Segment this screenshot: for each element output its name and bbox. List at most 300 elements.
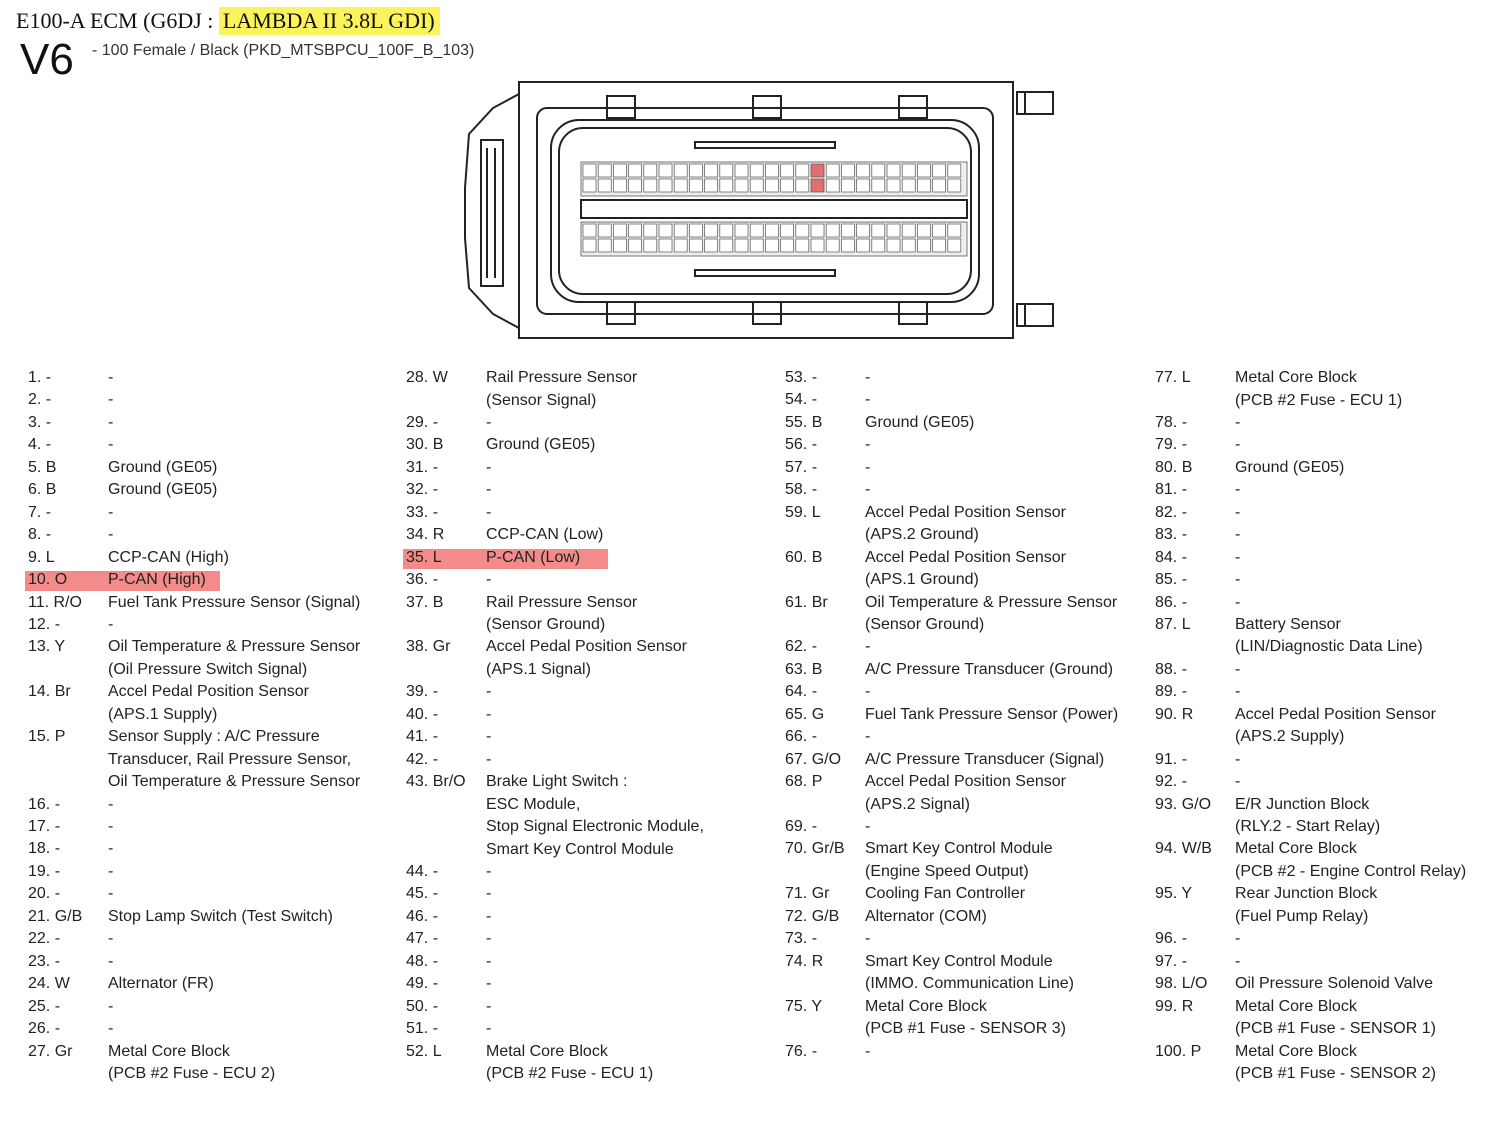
pin-number: 63. B	[785, 660, 823, 678]
pin-row	[1155, 434, 1485, 456]
pin-row	[1155, 547, 1485, 569]
pin-row	[785, 906, 1155, 928]
pin-number: 3. -	[28, 413, 52, 431]
pin-number: 35. L	[406, 548, 442, 566]
pin-description: -	[108, 1020, 114, 1038]
pin-number: 66. -	[785, 728, 818, 746]
pin-row	[28, 524, 398, 546]
connector-spec: - 100 Female / Black (PKD_MTSBPCU_100F_B_103)	[92, 42, 475, 59]
pin-number: 59. L	[785, 503, 821, 521]
pin-row	[1155, 569, 1485, 591]
pin-number: 64. -	[785, 683, 818, 701]
pin-number: 39. -	[406, 683, 439, 701]
pin-number: 60. B	[785, 548, 823, 566]
pin-row	[406, 592, 776, 633]
pin-number: 4. -	[28, 436, 52, 454]
pin-row	[1155, 614, 1485, 656]
pin-number: 7. -	[28, 503, 52, 521]
pin-description: -	[486, 997, 492, 1015]
pin-number: 45. -	[406, 885, 439, 903]
pin-description: -	[108, 952, 114, 970]
pin-description: Smart Key Control Module (Engine Speed Output)	[865, 840, 1053, 880]
title-prefix: E100-A ECM (G6DJ :	[16, 8, 219, 33]
pin-description: -	[486, 975, 492, 993]
pin-description: -	[865, 638, 871, 656]
pin-description: -	[108, 862, 114, 880]
pin-row	[785, 838, 1155, 880]
pin-row	[785, 389, 1155, 411]
pin-number: 38. Gr	[406, 638, 451, 656]
pin-number: 14. Br	[28, 683, 71, 701]
pin-row	[28, 1041, 398, 1082]
pin-row	[406, 996, 776, 1018]
pin-row	[785, 681, 1155, 703]
pin-row	[406, 636, 776, 678]
pin-description: -	[486, 862, 492, 880]
pin-description: -	[1235, 548, 1241, 566]
pin-row	[28, 816, 398, 838]
pin-number: 75. Y	[785, 997, 823, 1015]
engine-model-highlight: LAMBDA II 3.8L GDI)	[219, 7, 440, 35]
pin-number: 89. -	[1155, 683, 1188, 701]
pin-number: 47. -	[406, 930, 439, 948]
pin-row	[406, 524, 776, 546]
pin-number: 74. R	[785, 952, 824, 970]
pin-description: -	[1235, 526, 1241, 544]
pin-number: 68. P	[785, 773, 823, 791]
pin-description: -	[865, 369, 871, 386]
pin-description: -	[1235, 593, 1241, 611]
pin-row	[28, 1018, 398, 1040]
pin-description: -	[108, 436, 114, 454]
engine-type: V6	[20, 35, 74, 84]
pin-number: 56. -	[785, 436, 818, 454]
pin-row	[785, 996, 1155, 1038]
pin-row	[1155, 704, 1485, 746]
pin-row	[1155, 749, 1485, 771]
pin-row	[785, 479, 1155, 501]
pin-number: 30. B	[406, 436, 444, 454]
pin-number: 21. G/B	[28, 907, 83, 925]
pin-number: 87. L	[1155, 615, 1191, 633]
pin-number: 82. -	[1155, 503, 1188, 521]
pin-number: 53. -	[785, 369, 818, 386]
pin-number: 80. B	[1155, 458, 1193, 476]
pin-row	[1155, 794, 1485, 836]
pin-number: 91. -	[1155, 750, 1188, 768]
pin-number: 100. P	[1155, 1042, 1202, 1060]
pin-number: 19. -	[28, 862, 61, 880]
pin-description: -	[486, 750, 492, 768]
pin-row	[406, 726, 776, 748]
pin-number: 28. W	[406, 369, 448, 386]
pin-row	[785, 704, 1155, 726]
pin-row	[1155, 502, 1485, 524]
pin-description: -	[1235, 930, 1241, 948]
pin-row	[406, 928, 776, 950]
pin-description: -	[486, 683, 492, 701]
pin-description: -	[1235, 571, 1241, 589]
pin-row	[785, 951, 1155, 993]
pin-number: 48. -	[406, 952, 439, 970]
pin-number: 18. -	[28, 840, 61, 858]
pin-number: 69. -	[785, 818, 818, 835]
pin-row	[406, 771, 776, 858]
pin-row	[1155, 524, 1485, 546]
pin-number: 41. -	[406, 728, 439, 746]
pin-description: Metal Core Block (PCB #1 Fuse - SENSOR 1)	[1235, 997, 1436, 1038]
pin-number: 1. -	[28, 369, 52, 386]
pin-row	[785, 928, 1155, 950]
pin-number: 40. -	[406, 705, 439, 723]
pin-description: Rail Pressure Sensor (Sensor Signal)	[486, 369, 638, 409]
pin-description: -	[486, 907, 492, 925]
pin-description: Metal Core Block (PCB #2 Fuse - ECU 1)	[1235, 369, 1403, 409]
pin-row	[785, 726, 1155, 748]
pin-number: 17. -	[28, 818, 61, 835]
pin-number: 85. -	[1155, 571, 1188, 589]
pin-row	[1155, 457, 1485, 479]
pin-row	[1155, 838, 1485, 880]
pin-row	[28, 569, 398, 591]
pin-row	[785, 1041, 1155, 1063]
pin-number: 46. -	[406, 907, 439, 925]
pin-description: CCP-CAN (High)	[108, 548, 229, 566]
pin-row	[785, 636, 1155, 658]
pin-number: 8. -	[28, 526, 52, 544]
pin-row	[28, 726, 398, 791]
pin-description: Metal Core Block (PCB #2 - Engine Control Relay)	[1235, 840, 1467, 880]
pin-row	[28, 434, 398, 456]
pin-description: P-CAN (Low)	[486, 548, 581, 566]
pin-description: Ground (GE05)	[108, 458, 218, 476]
pin-row	[785, 412, 1155, 434]
pin-description: -	[865, 930, 871, 948]
pin-number: 76. -	[785, 1042, 818, 1060]
pin-number: 26. -	[28, 1020, 61, 1038]
pin-row	[28, 906, 398, 928]
pin-description: -	[486, 413, 492, 431]
pin-row	[28, 928, 398, 950]
pin-description: -	[865, 436, 871, 454]
pin-row	[1155, 367, 1485, 409]
pin-number: 20. -	[28, 885, 61, 903]
pin-row	[28, 614, 398, 636]
pin-number: 90. R	[1155, 705, 1194, 723]
pin-number: 34. R	[406, 526, 445, 544]
pin-description: Metal Core Block (PCB #2 Fuse - ECU 2)	[108, 1042, 276, 1082]
pin-description: Ground (GE05)	[486, 436, 596, 454]
pin-number: 11. R/O	[28, 593, 82, 611]
pin-number: 94. W/B	[1155, 840, 1212, 858]
pin-number: 12. -	[28, 615, 61, 633]
pin-description: -	[108, 930, 114, 948]
pin-row	[1155, 1041, 1485, 1082]
pin-description: CCP-CAN (Low)	[486, 526, 604, 544]
pin-description: Metal Core Block (PCB #1 Fuse - SENSOR 2)	[1235, 1042, 1436, 1082]
pin-description: Metal Core Block (PCB #1 Fuse - SENSOR 3)	[865, 997, 1066, 1038]
pin-description: -	[865, 481, 871, 499]
pin-row	[785, 883, 1155, 905]
pin-row	[406, 547, 776, 569]
pin-description: Ground (GE05)	[865, 413, 975, 431]
pin-description: -	[865, 728, 871, 746]
pin-number: 50. -	[406, 997, 439, 1015]
pin-number: 32. -	[406, 481, 439, 499]
pin-row	[406, 749, 776, 771]
pin-number: 81. -	[1155, 481, 1188, 499]
pin-number: 16. -	[28, 795, 61, 813]
pin-row	[406, 457, 776, 479]
pin-number: 67. G/O	[785, 750, 842, 768]
pin-row	[406, 434, 776, 456]
pin-description: -	[486, 952, 492, 970]
pin-description: Battery Sensor (LIN/Diagnostic Data Line)	[1235, 615, 1423, 656]
pin-row	[28, 951, 398, 973]
pin-number: 25. -	[28, 997, 61, 1015]
pin-number: 36. -	[406, 571, 439, 589]
pin-row	[28, 502, 398, 524]
pin-number: 5. B	[28, 458, 57, 476]
pin-description: -	[486, 705, 492, 723]
pin-row	[785, 816, 1155, 838]
pin-row	[785, 749, 1155, 771]
pin-row	[785, 434, 1155, 456]
pin-description: E/R Junction Block (RLY.2 - Start Relay)	[1235, 795, 1381, 836]
pin-description: -	[486, 930, 492, 948]
pin-number: 93. G/O	[1155, 795, 1212, 813]
pin-row	[1155, 659, 1485, 681]
pin-description: -	[1235, 750, 1241, 768]
pin-row	[406, 883, 776, 905]
pin-description: Rear Junction Block (Fuel Pump Relay)	[1235, 885, 1378, 925]
pin-number: 88. -	[1155, 660, 1188, 678]
pin-description: -	[486, 571, 492, 589]
pin-number: 83. -	[1155, 526, 1188, 544]
pin-description: P-CAN (High)	[108, 571, 206, 589]
pin-description: -	[1235, 660, 1241, 678]
pin-description: -	[108, 503, 114, 521]
pin-description: Metal Core Block (PCB #2 Fuse - ECU 1)	[486, 1042, 654, 1082]
pin-description: -	[108, 818, 114, 835]
pin-number: 13. Y	[28, 638, 66, 656]
pin-number: 84. -	[1155, 548, 1188, 566]
pin-description: -	[108, 840, 114, 858]
pin-number: 95. Y	[1155, 885, 1193, 903]
pin-row	[406, 367, 776, 409]
pin-row	[1155, 951, 1485, 973]
pin-number: 71. Gr	[785, 885, 830, 903]
pin-row	[406, 861, 776, 883]
pin-row	[28, 389, 398, 411]
pin-row	[406, 704, 776, 726]
pin-description: -	[865, 458, 871, 476]
pin-description: -	[1235, 481, 1241, 499]
pin-number: 23. -	[28, 952, 61, 970]
pin-number: 31. -	[406, 458, 439, 476]
pin-description: -	[1235, 413, 1241, 431]
pin-row	[28, 636, 398, 678]
pin-row	[28, 592, 398, 614]
pin-description: -	[486, 728, 492, 746]
pin-number: 43. Br/O	[406, 773, 466, 791]
pin-description: -	[865, 1042, 871, 1060]
pin-number: 86. -	[1155, 593, 1188, 611]
pin-description: A/C Pressure Transducer (Signal)	[865, 750, 1105, 768]
pin-description: -	[865, 683, 871, 701]
pin-row	[1155, 771, 1485, 793]
pin-number: 42. -	[406, 750, 439, 768]
pin-description: -	[865, 818, 871, 835]
pin-row	[1155, 883, 1485, 925]
pin-number: 98. L/O	[1155, 975, 1208, 993]
pin-description: -	[486, 503, 492, 521]
pin-description: Accel Pedal Position Sensor (APS.2 Supply)	[1235, 705, 1436, 746]
pin-description: -	[108, 369, 114, 386]
pin-description: -	[486, 885, 492, 903]
pin-description: -	[108, 997, 114, 1015]
pin-number: 73. -	[785, 930, 818, 948]
pin-row	[785, 547, 1155, 589]
pin-description: -	[1235, 503, 1241, 521]
pin-number: 62. -	[785, 638, 818, 656]
pin-description: -	[108, 526, 114, 544]
pin-description: Alternator (COM)	[865, 907, 987, 925]
pin-number: 29. -	[406, 413, 439, 431]
pin-row	[406, 1041, 776, 1082]
pin-number: 24. W	[28, 975, 70, 993]
pin-number: 70. Gr/B	[785, 840, 845, 858]
pin-row	[406, 502, 776, 524]
pin-row	[406, 1018, 776, 1040]
pin-row	[406, 412, 776, 434]
pin-description: -	[108, 795, 114, 813]
pin-number: 22. -	[28, 930, 61, 948]
pin-row	[406, 479, 776, 501]
pin-number: 55. B	[785, 413, 823, 431]
pin-row	[1155, 996, 1485, 1038]
pin-row	[406, 569, 776, 591]
pin-description: -	[108, 391, 114, 409]
pin-row	[406, 951, 776, 973]
pin-description: Accel Pedal Position Sensor (APS.1 Supply)	[108, 683, 309, 723]
pin-number: 51. -	[406, 1020, 439, 1038]
pin-row	[785, 502, 1155, 544]
pin-description: Accel Pedal Position Sensor (APS.2 Signal)	[865, 773, 1066, 813]
pin-description: Alternator (FR)	[108, 975, 214, 993]
pin-row	[28, 479, 398, 501]
pin-number: 15. P	[28, 728, 66, 746]
pin-description: -	[1235, 952, 1241, 970]
pin-description: -	[486, 458, 492, 476]
pin-description: Oil Temperature & Pressure Sensor (Oil Pressure Switch Signal)	[108, 638, 361, 678]
pin-number: 72. G/B	[785, 907, 840, 925]
pin-description: -	[108, 413, 114, 431]
pin-number: 54. -	[785, 391, 818, 409]
pin-number: 2. -	[28, 391, 52, 409]
pin-row	[28, 883, 398, 905]
pin-row	[28, 838, 398, 860]
pin-number: 61. Br	[785, 593, 828, 611]
pin-description: -	[486, 481, 492, 499]
pin-description: Smart Key Control Module (IMMO. Communication Line)	[865, 952, 1074, 993]
pin-number: 77. L	[1155, 369, 1191, 386]
pin-row	[1155, 681, 1485, 703]
pin-number: 37. B	[406, 593, 444, 611]
pin-number: 65. G	[785, 705, 825, 723]
pin-number: 27. Gr	[28, 1042, 73, 1060]
pin-description: -	[1235, 436, 1241, 454]
pin-row	[785, 659, 1155, 681]
pin-description: -	[108, 885, 114, 903]
pin-description: -	[486, 1020, 492, 1038]
pin-description: Accel Pedal Position Sensor (APS.2 Ground)	[865, 503, 1066, 544]
pin-row	[1155, 928, 1485, 950]
pin-row	[1155, 973, 1485, 995]
pin-number: 49. -	[406, 975, 439, 993]
pin-row	[406, 973, 776, 995]
pin-description: -	[108, 615, 114, 633]
pin-row	[28, 794, 398, 816]
pin-description: Ground (GE05)	[1235, 458, 1345, 476]
pin-row	[406, 906, 776, 928]
pin-number: 96. -	[1155, 930, 1188, 948]
pin-row	[785, 457, 1155, 479]
pin-row	[28, 996, 398, 1018]
pin-description: Cooling Fan Controller	[865, 885, 1026, 903]
pin-description: Oil Temperature & Pressure Sensor (Sensor Ground)	[865, 593, 1118, 633]
pin-row	[28, 457, 398, 479]
pin-description: Sensor Supply : A/C Pressure Transducer, Rail Pressure Sensor, Oil Temperature & Pressure Sensor	[108, 728, 361, 791]
pin-row	[406, 681, 776, 703]
pin-description: Brake Light Switch : ESC Module, Stop Signal Electronic Module, Smart Key Control Module	[486, 773, 704, 858]
pin-description: Oil Pressure Solenoid Valve	[1235, 975, 1434, 993]
pin-number: 10. O	[28, 571, 68, 589]
pin-number: 79. -	[1155, 436, 1188, 454]
pin-number: 78. -	[1155, 413, 1188, 431]
pin-row	[785, 592, 1155, 633]
pin-description: Fuel Tank Pressure Sensor (Power)	[865, 705, 1119, 723]
pin-row	[28, 412, 398, 434]
pin-row	[28, 861, 398, 883]
pin-row	[1155, 479, 1485, 501]
pin-description: Accel Pedal Position Sensor (APS.1 Signal)	[486, 638, 687, 678]
pin-number: 9. L	[28, 548, 55, 566]
pin-description: A/C Pressure Transducer (Ground)	[865, 660, 1114, 678]
pin-description: Ground (GE05)	[108, 481, 218, 499]
pin-description: -	[1235, 683, 1241, 701]
pin-row	[785, 771, 1155, 813]
pin-number: 58. -	[785, 481, 818, 499]
pin-number: 44. -	[406, 862, 439, 880]
pin-row	[28, 547, 398, 569]
pin-row	[28, 973, 398, 995]
pin-row	[28, 367, 398, 389]
pin-number: 6. B	[28, 481, 57, 499]
pin-row	[1155, 412, 1485, 434]
pin-row	[1155, 592, 1485, 614]
pin-description: Stop Lamp Switch (Test Switch)	[108, 907, 333, 925]
pin-number: 99. R	[1155, 997, 1194, 1015]
pin-number: 92. -	[1155, 773, 1188, 791]
pin-description: Accel Pedal Position Sensor (APS.1 Ground)	[865, 548, 1066, 589]
pin-number: 52. L	[406, 1042, 442, 1060]
pin-description: -	[1235, 773, 1241, 791]
pin-number: 57. -	[785, 458, 818, 476]
pin-description: -	[865, 391, 871, 409]
pin-number: 33. -	[406, 503, 439, 521]
pin-number: 97. -	[1155, 952, 1188, 970]
